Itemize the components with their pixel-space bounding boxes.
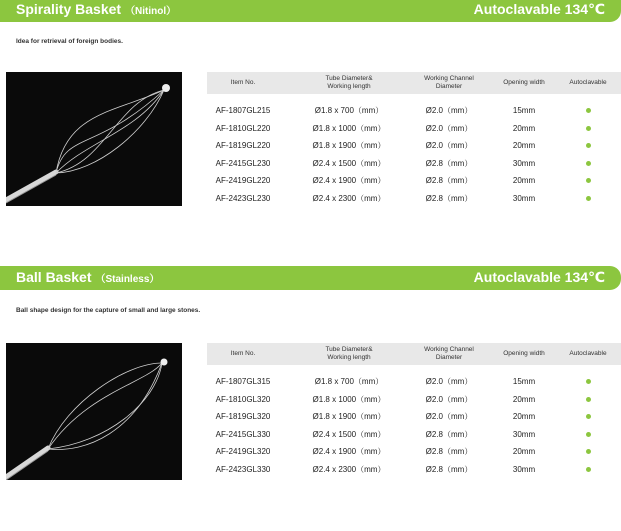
cell-channel: Ø2.0（mm） (425, 377, 473, 387)
spiral-basket-image (6, 72, 182, 206)
green-dot-icon (586, 379, 591, 384)
table-header (207, 343, 621, 365)
table-row (207, 373, 621, 391)
cell-tube: Ø1.8 x 1000（mm） (312, 123, 386, 133)
product-photo (6, 72, 182, 206)
autoclave-rating: Autoclavable 134℃ (473, 1, 605, 17)
cell-channel: Ø2.8（mm） (425, 429, 473, 439)
product-description: Idea for retrieval of foreign bodies. (16, 38, 123, 45)
cell-item: AF-1810GL220 (215, 123, 271, 133)
cell-opening: 15mm (512, 106, 536, 116)
product-description: Ball shape design for the capture of small and large stones. (16, 307, 201, 314)
cell-item: AF-1810GL320 (215, 394, 271, 404)
table-row (207, 155, 621, 173)
cell-channel: Ø2.0（mm） (425, 106, 473, 116)
header-autoclavable: Autoclavable (569, 79, 607, 86)
header-autoclavable: Autoclavable (569, 350, 607, 357)
cell-channel: Ø2.0（mm） (425, 412, 473, 422)
cell-item: AF-2415GL230 (215, 158, 271, 168)
cell-item: AF-1819GL220 (215, 141, 271, 151)
section-title (16, 269, 159, 285)
product-material: （Stainless） (95, 274, 160, 285)
cell-tube: Ø2.4 x 1900（mm） (312, 176, 386, 186)
autoclave-rating: Autoclavable 134℃ (473, 269, 605, 285)
header-opening-width: Opening width (503, 350, 545, 357)
cell-item: AF-1819GL320 (215, 412, 271, 422)
cell-channel: Ø2.8（mm） (425, 193, 473, 203)
product-name: Spirality Basket (16, 1, 122, 17)
green-dot-icon (586, 178, 591, 183)
spec-table (207, 72, 621, 207)
cell-channel: Ø2.8（mm） (425, 464, 473, 474)
section-banner (0, 266, 621, 290)
green-dot-icon (586, 432, 591, 437)
green-dot-icon (586, 196, 591, 201)
table-header (207, 72, 621, 94)
header-tube-diameter: Tube Diameter& Working length (325, 75, 373, 90)
cell-opening: 20mm (512, 394, 536, 404)
table-row (207, 443, 621, 461)
cell-opening: 20mm (512, 123, 536, 133)
cell-opening: 20mm (512, 447, 536, 457)
green-dot-icon (586, 397, 591, 402)
green-dot-icon (586, 449, 591, 454)
cell-opening: 30mm (512, 193, 536, 203)
header-tube-diameter: Tube Diameter& Working length (325, 346, 373, 361)
cell-opening: 30mm (512, 429, 536, 439)
table-row (207, 137, 621, 155)
cell-tube: Ø2.4 x 2300（mm） (312, 464, 386, 474)
cell-opening: 20mm (512, 141, 536, 151)
green-dot-icon (586, 161, 591, 166)
cell-channel: Ø2.8（mm） (425, 447, 473, 457)
cell-channel: Ø2.0（mm） (425, 394, 473, 404)
header-item-no: Item No. (230, 350, 256, 357)
cell-tube: Ø2.4 x 1500（mm） (312, 158, 386, 168)
cell-item: AF-2419GL320 (215, 447, 271, 457)
cell-channel: Ø2.0（mm） (425, 123, 473, 133)
header-channel-diameter: Working Channel Diameter (424, 75, 474, 90)
table-row (207, 408, 621, 426)
green-dot-icon (586, 108, 591, 113)
header-opening-width: Opening width (503, 79, 545, 86)
cell-channel: Ø2.0（mm） (425, 141, 473, 151)
cell-item: AF-2423GL330 (215, 464, 271, 474)
cell-tube: Ø2.4 x 2300（mm） (312, 193, 386, 203)
table-row (207, 172, 621, 190)
cell-item: AF-2415GL330 (215, 429, 271, 439)
cell-tube: Ø1.8 x 1900（mm） (312, 412, 386, 422)
cell-opening: 20mm (512, 176, 536, 186)
cell-opening: 30mm (512, 464, 536, 474)
table-row (207, 120, 621, 138)
table-row (207, 426, 621, 444)
spec-table (207, 343, 621, 478)
cell-tube: Ø1.8 x 1000（mm） (312, 394, 386, 404)
table-row (207, 391, 621, 409)
green-dot-icon (586, 126, 591, 131)
cell-item: AF-1807GL315 (215, 377, 271, 387)
cell-tube: Ø1.8 x 700（mm） (314, 377, 384, 387)
cell-tube: Ø1.8 x 700（mm） (314, 106, 384, 116)
cell-opening: 30mm (512, 158, 536, 168)
section-banner (0, 0, 621, 22)
green-dot-icon (586, 414, 591, 419)
cell-item: AF-2419GL220 (215, 176, 271, 186)
header-channel-diameter: Working Channel Diameter (424, 346, 474, 361)
cell-tube: Ø1.8 x 1900（mm） (312, 141, 386, 151)
cell-channel: Ø2.8（mm） (425, 176, 473, 186)
product-material: （Nitinol） (125, 6, 177, 17)
cell-tube: Ø2.4 x 1500（mm） (312, 429, 386, 439)
table-row (207, 102, 621, 120)
green-dot-icon (586, 143, 591, 148)
section-title (16, 1, 176, 17)
cell-opening: 15mm (512, 377, 536, 387)
cell-tube: Ø2.4 x 1900（mm） (312, 447, 386, 457)
table-row (207, 461, 621, 479)
cell-opening: 20mm (512, 412, 536, 422)
table-row (207, 190, 621, 208)
product-photo (6, 343, 182, 480)
cell-item: AF-2423GL230 (215, 193, 271, 203)
cell-channel: Ø2.8（mm） (425, 158, 473, 168)
header-item-no: Item No. (230, 79, 256, 86)
cell-item: AF-1807GL215 (215, 106, 271, 116)
green-dot-icon (586, 467, 591, 472)
ball-basket-image (6, 343, 182, 480)
product-name: Ball Basket (16, 269, 92, 285)
